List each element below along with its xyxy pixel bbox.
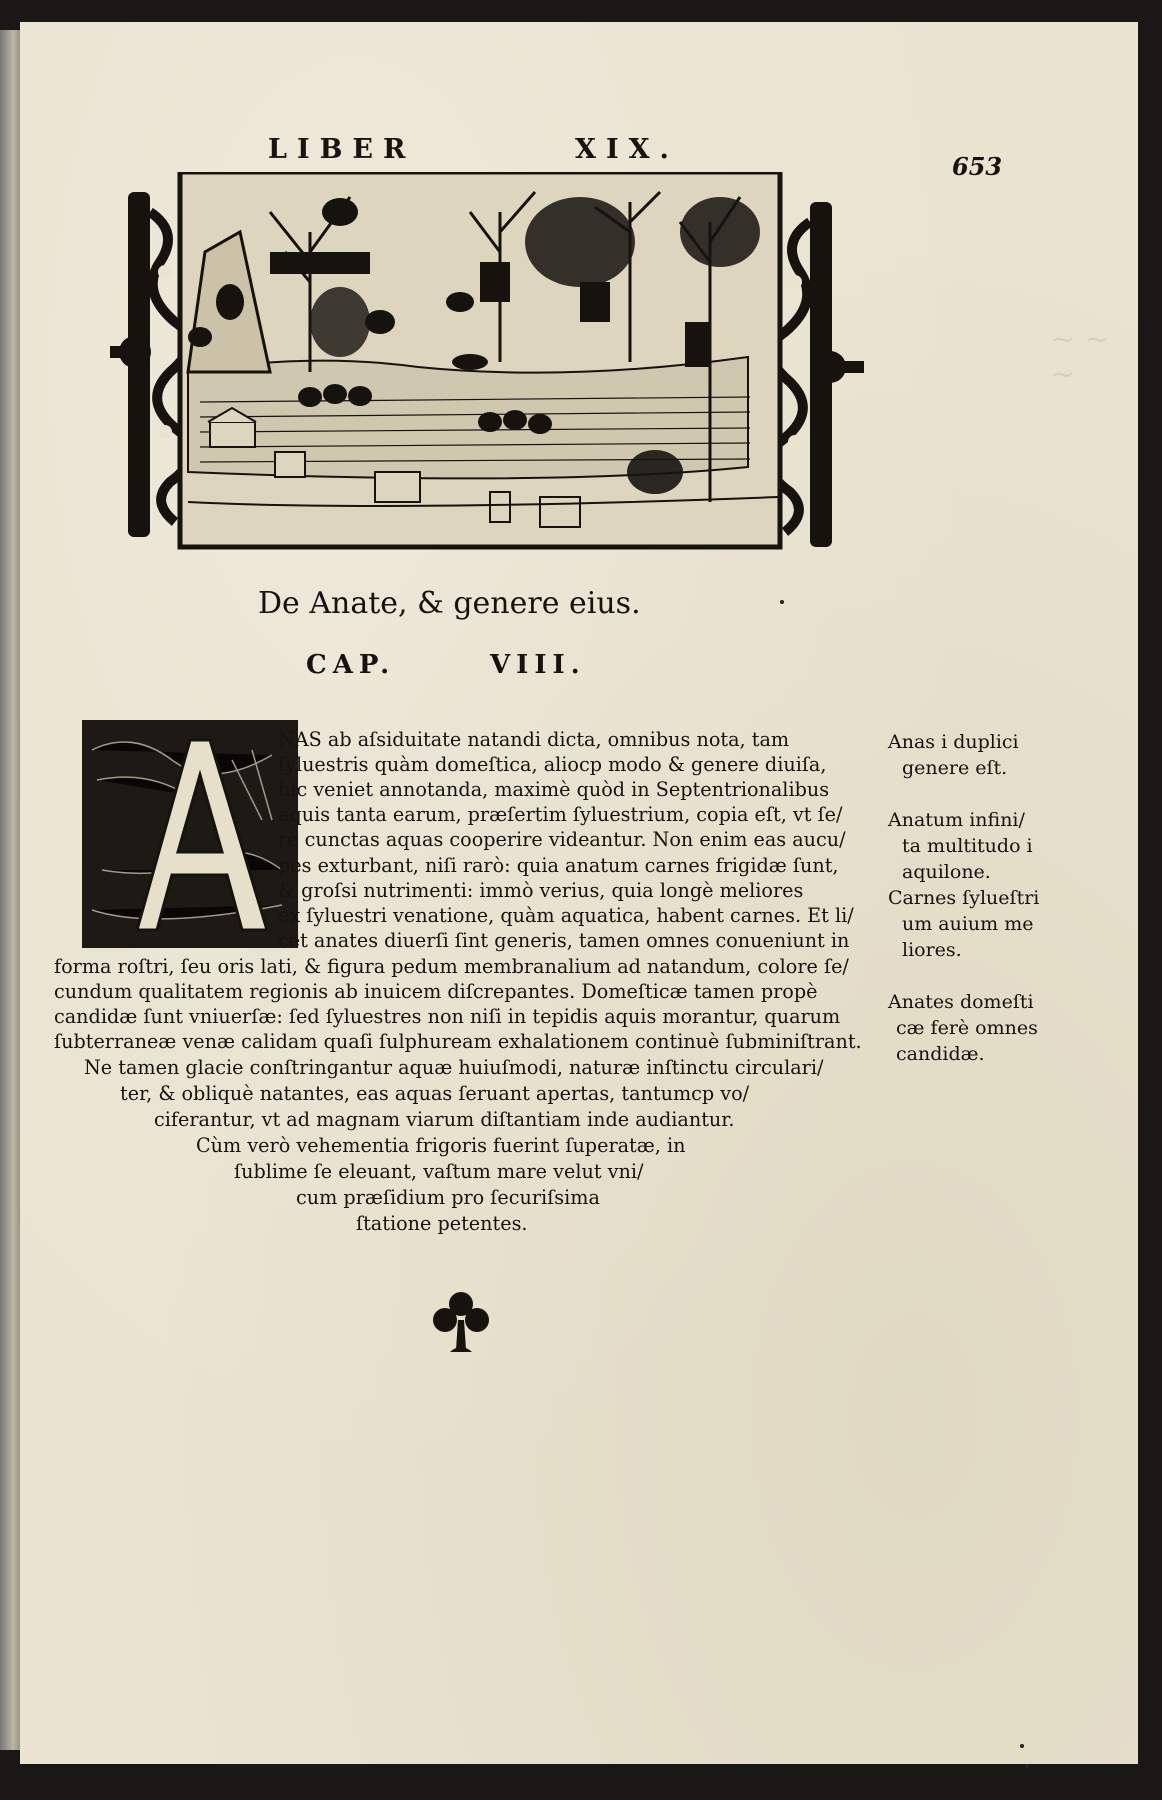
body-line: forma roſtri, ſeu oris lati, & figura pedum membranalium ad natandum, colore ſe/ xyxy=(54,955,849,978)
running-head-liber: LIBER xyxy=(268,134,416,165)
ink-speck xyxy=(1025,1764,1029,1768)
page-number: 653 xyxy=(952,152,1003,181)
ink-speck xyxy=(780,600,784,604)
body-line: rè cunctas aquas cooperire videantur. Non enim eas aucu/ xyxy=(278,828,846,851)
book-page xyxy=(20,22,1138,1764)
body-line: ex ſyluestri venatione, quàm aquatica, habent carnes. Et li/ xyxy=(278,904,854,927)
chapter-number: VIII. xyxy=(490,650,586,680)
marginal-note: ta multitudo i xyxy=(902,835,1033,857)
marginal-note: Carnes ſylueſtri xyxy=(888,887,1040,909)
body-line: Ne tamen glacie conſtringantur aquæ huiuſmodi, naturæ inſtinctu circulari/ xyxy=(84,1056,824,1079)
body-line: ſtatione petentes. xyxy=(356,1212,528,1235)
right-ornament xyxy=(770,202,864,547)
body-line: NAS ab aſsiduitate natandi dicta, omnibus nota, tam xyxy=(278,728,790,751)
marginal-note: Anas i duplici xyxy=(888,731,1019,753)
marginal-note: liores. xyxy=(902,939,962,961)
show-through-text: ~ ~ ~ xyxy=(1050,322,1110,392)
marginal-note: cæ ferè omnes xyxy=(896,1017,1038,1039)
body-line: ſyluestris quàm domeſtica, aliocp modo & genere diuiſa, xyxy=(278,753,827,776)
marginal-note: aquilone. xyxy=(902,861,991,883)
body-line: Cùm verò vehementia frigoris fuerint ſuperatæ, in xyxy=(196,1134,686,1157)
woodcut-illustration xyxy=(110,172,880,582)
body-line: cundum qualitatem regionis ab inuicem diſcrepantes. Domeſticæ tamen propè xyxy=(54,980,818,1003)
body-line: cet anates diuerſi ſint generis, tamen omnes conueniunt in xyxy=(278,929,850,952)
marginal-note: um auium me xyxy=(902,913,1034,935)
marginal-note: genere eſt. xyxy=(902,757,1008,779)
marginal-note: candidæ. xyxy=(896,1043,985,1065)
marginal-note: Anates domeſti xyxy=(888,991,1034,1013)
body-line: cum præſidium pro ſecuriſsima xyxy=(296,1186,600,1209)
decorated-initial-a xyxy=(82,720,298,948)
body-line: ciferantur, vt ad magnam viarum diſtantiam inde audiantur. xyxy=(154,1108,735,1131)
chapter-label: CAP. xyxy=(306,650,396,680)
ink-speck xyxy=(1020,1744,1024,1748)
body-line: pes exturbant, niſi rarò: quia anatum carnes frigidæ ſunt, xyxy=(278,854,839,877)
running-head-book-number: XIX. xyxy=(575,134,679,165)
initial-letter-text: A xyxy=(190,850,191,851)
body-line: & groſsi nutrimenti: immò verius, quia longè meliores xyxy=(278,879,804,902)
body-line: ſubterraneæ venæ calidam quaſi ſulphuream exhalationem continuè ſubminiſtrant. xyxy=(54,1030,862,1053)
previous-page-edge xyxy=(0,30,22,1750)
body-line: ter, & obliquè natantes, eas aquas ſeruant apertas, tantumcp vo/ xyxy=(120,1082,750,1105)
body-line: ſublime ſe eleuant, vaſtum mare velut vni/ xyxy=(234,1160,644,1183)
body-line: hic veniet annotanda, maximè quòd in Septentrionalibus xyxy=(278,778,830,801)
marginal-note: Anatum infini/ xyxy=(888,809,1025,831)
chapter-title: De Anate, & genere eius. xyxy=(258,586,641,621)
body-line: aquis tanta earum, præſertim ſyluestrium, copia eſt, vt ſe/ xyxy=(278,803,843,826)
body-line: candidæ ſunt vniuerſæ: ſed ſyluestres non niſi in tepidis aquis morantur, quarum xyxy=(54,1005,841,1028)
fleuron-ornament-icon xyxy=(432,1290,490,1356)
